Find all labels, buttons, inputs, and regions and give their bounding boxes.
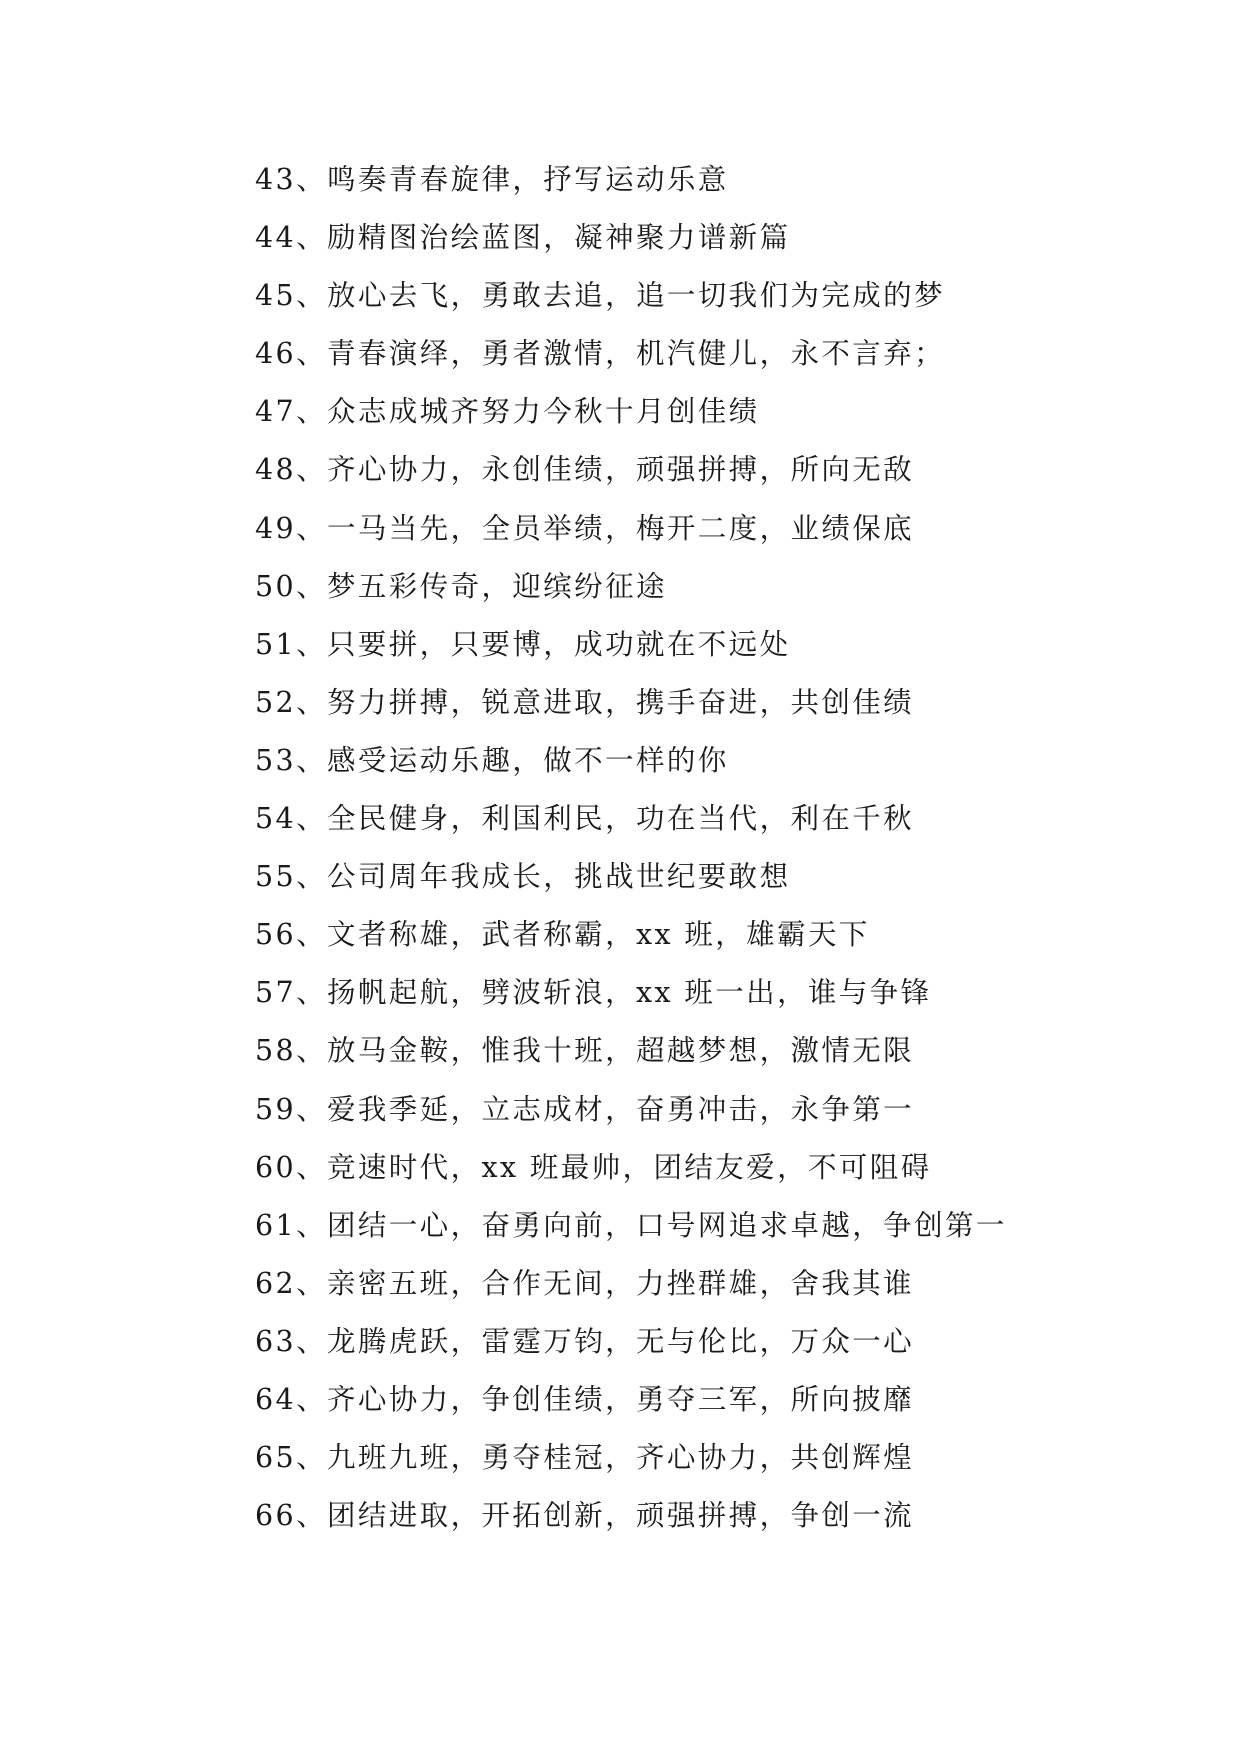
slogan-list	[255, 162, 1007, 1556]
slogan-item-49: 49、一马当先，全员举绩，梅开二度，业绩保底	[255, 511, 915, 545]
slogan-item-55: 55、公司周年我成长，挑战世纪要敢想	[255, 860, 791, 894]
slogan-item-43: 43、鸣奏青春旋律，抒写运动乐意	[255, 163, 729, 196]
slogan-item-52: 52、努力拼搏，锐意进取，携手奋进，共创佳绩	[255, 685, 915, 719]
slogan-item-64: 64、齐心协力，争创佳绩，勇夺三军，所向披靡	[255, 1382, 915, 1416]
slogan-item-44: 44、励精图治绘蓝图，凝神聚力谱新篇	[255, 221, 791, 255]
slogan-item-58: 58、放马金鞍，惟我十班，超越梦想，激情无限	[255, 1034, 915, 1068]
slogan-item-59: 59、爱我季延，立志成材，奋勇冲击，永争第一	[255, 1092, 915, 1126]
slogan-item-53: 53、感受运动乐趣，做不一样的你	[255, 743, 729, 777]
slogan-item-65: 65、九班九班，勇夺桂冠，齐心协力，共创辉煌	[255, 1441, 915, 1475]
slogan-item-57: 57、扬帆起航，劈波斩浪，xx 班一出，谁与争锋	[255, 976, 932, 1010]
slogan-item-50: 50、梦五彩传奇，迎缤纷征途	[255, 569, 667, 603]
slogan-item-62: 62、亲密五班，合作无间，力挫群雄，舍我其谁	[255, 1266, 915, 1300]
slogan-item-61: 61、团结一心，奋勇向前，口号网追求卓越，争创第一	[255, 1208, 1007, 1242]
slogan-item-46: 46、青春演绎，勇者激情，机汽健儿，永不言弃；	[255, 337, 945, 371]
slogan-item-51: 51、只要拼，只要博，成功就在不远处	[255, 627, 791, 661]
slogan-item-56: 56、文者称雄，武者称霸，xx 班，雄霸天下	[255, 918, 870, 952]
slogan-item-63: 63、龙腾虎跃，雷霆万钧，无与伦比，万众一心	[255, 1324, 915, 1358]
slogan-item-54: 54、全民健身，利国利民，功在当代，利在千秋	[255, 802, 915, 836]
slogan-item-45: 45、放心去飞，勇敢去追，追一切我们为完成的梦	[255, 279, 945, 313]
slogan-item-48: 48、齐心协力，永创佳绩，顽强拼搏，所向无敌	[255, 453, 915, 487]
slogan-item-47: 47、众志成城齐努力今秋十月创佳绩	[255, 395, 760, 429]
slogan-item-60: 60、竞速时代，xx 班最帅，团结友爱，不可阻碍	[255, 1150, 932, 1184]
slogan-item-66: 66、团结进取，开拓创新，顽强拼搏，争创一流	[255, 1499, 915, 1533]
